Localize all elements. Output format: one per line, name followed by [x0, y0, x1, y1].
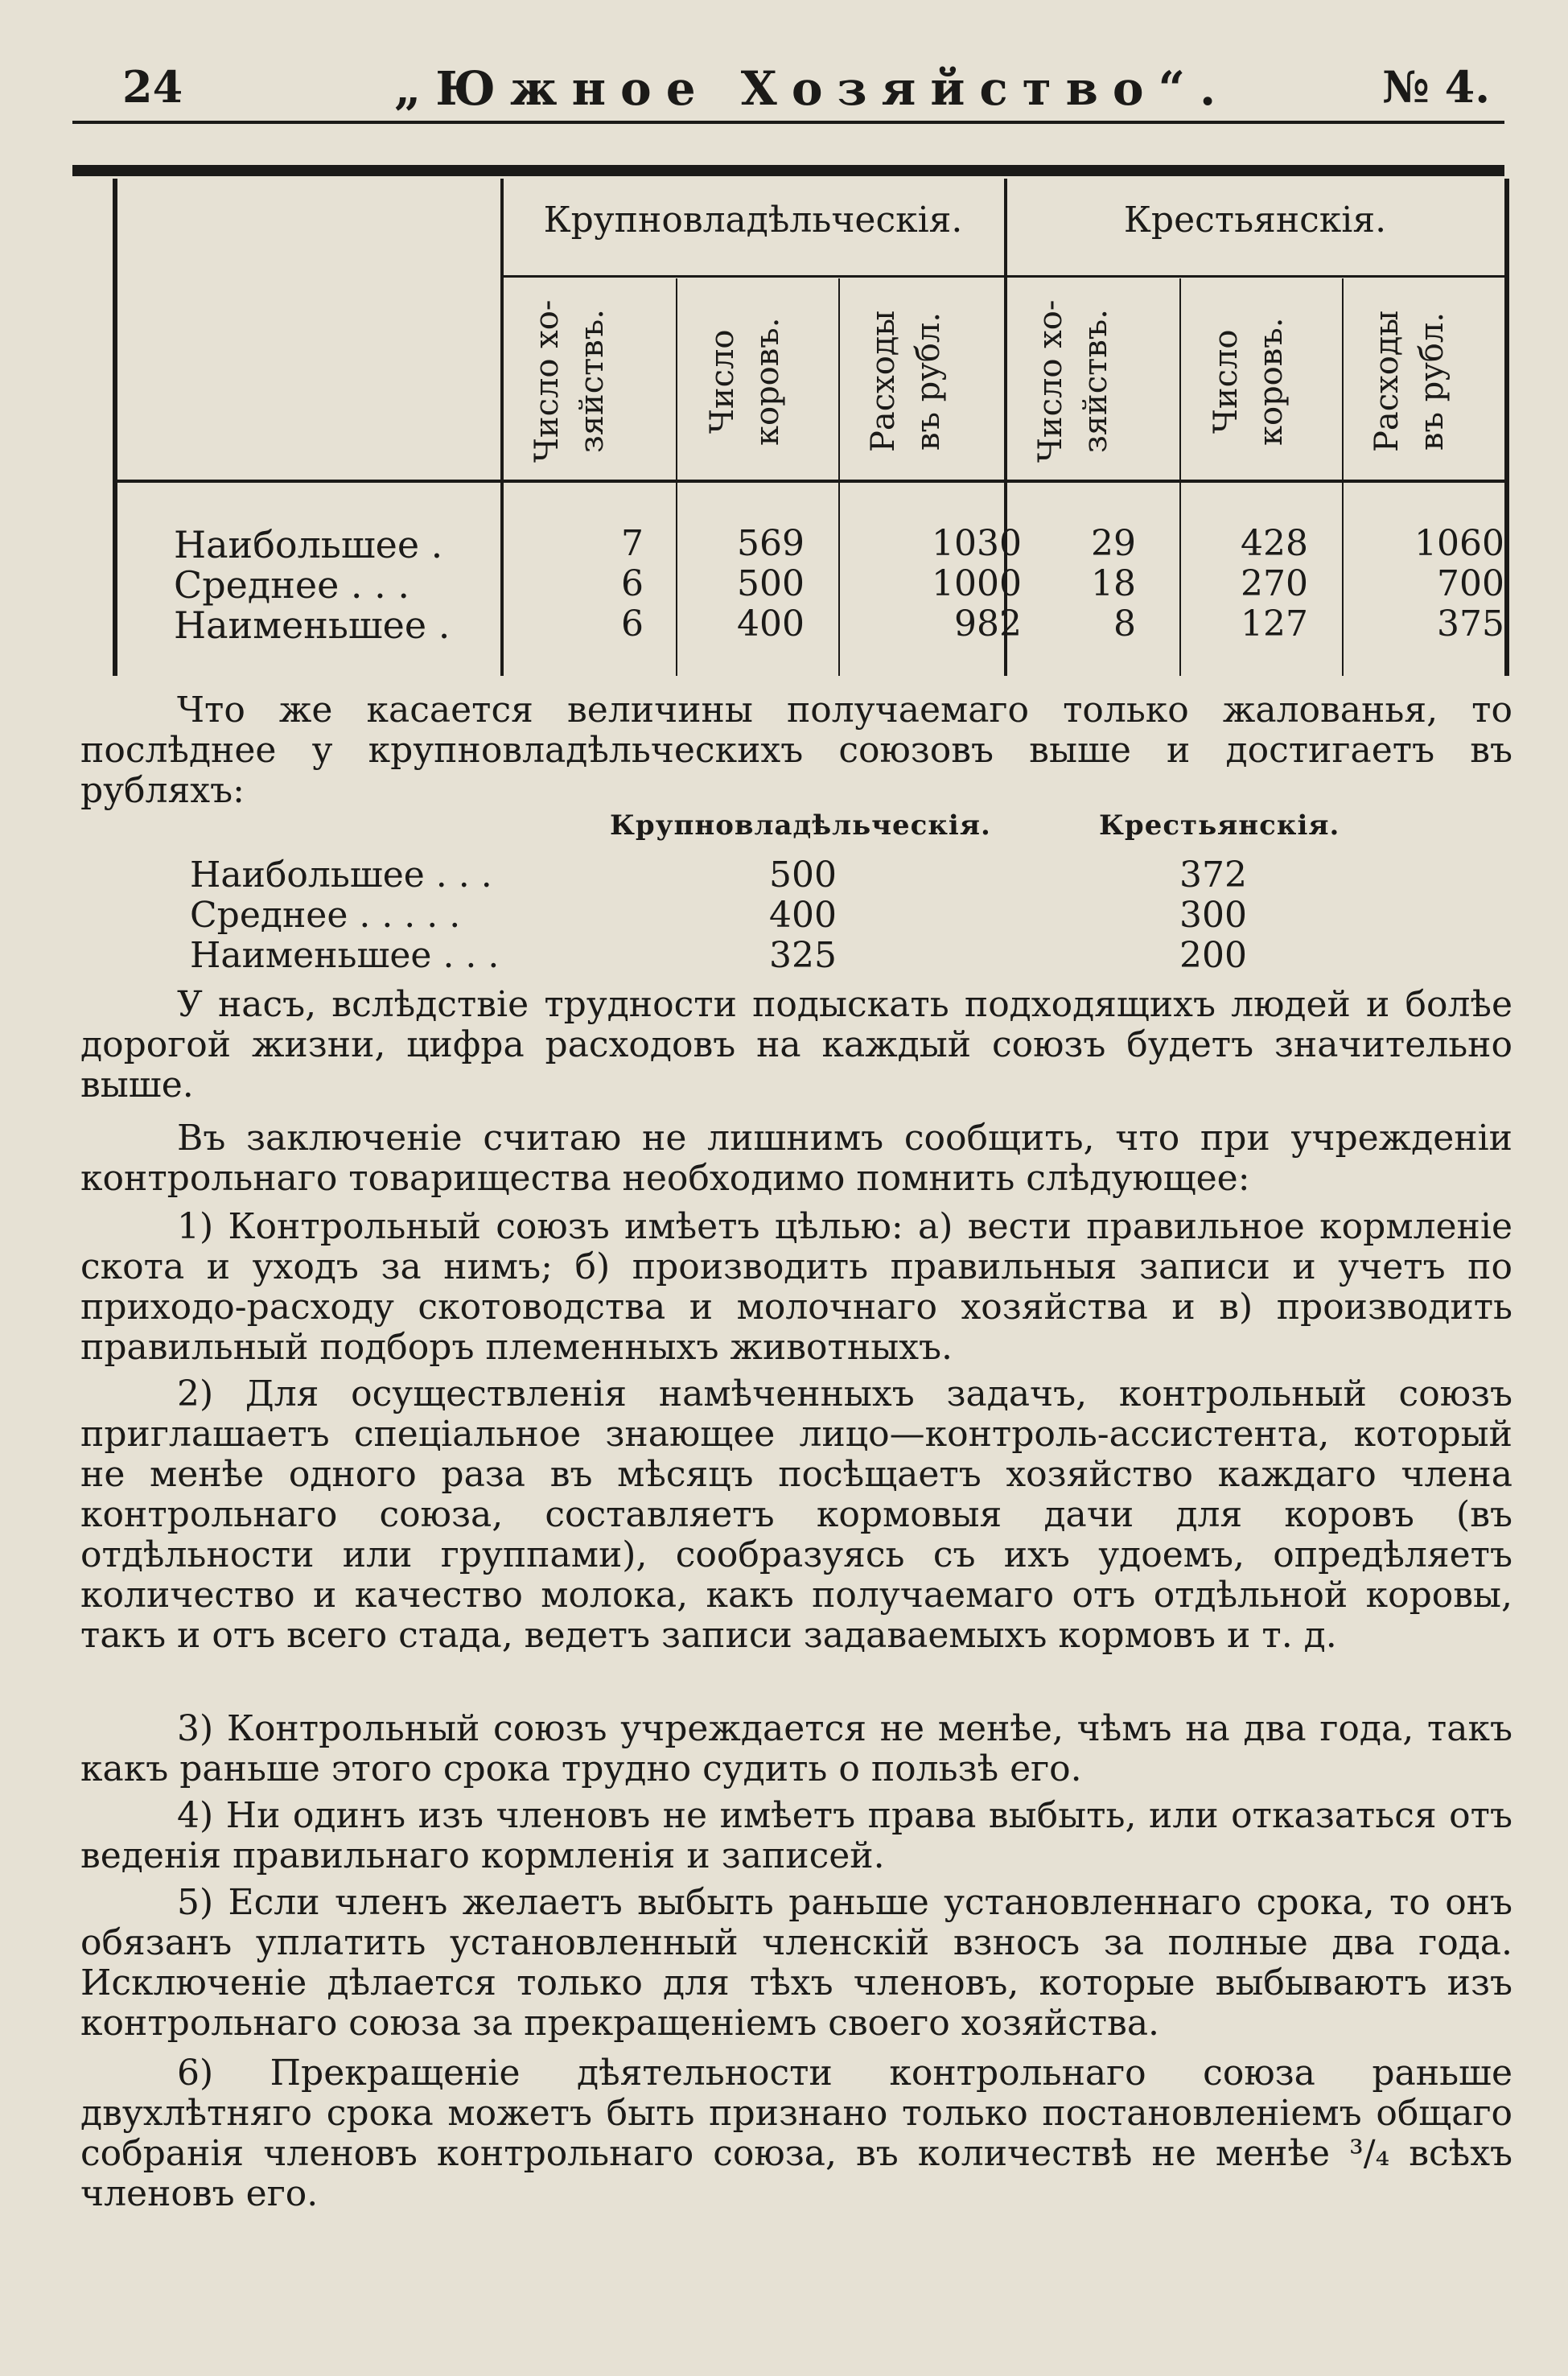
column-header: Расходы въ рубл. [865, 310, 947, 453]
paragraph-text: Въ заключеніе считаю не лишнимъ сообщить, что при учрежденіи контрольнаго товарищества необходимо помнить слѣдующее: [80, 1118, 1512, 1199]
paragraph [80, 690, 1512, 811]
page-header [72, 55, 1504, 119]
paragraph [80, 985, 1512, 1106]
column-divider [1179, 278, 1181, 676]
issue-number: № 4. [1382, 61, 1490, 113]
column-header: Крестьянскія. [1099, 809, 1340, 842]
table-cell: 6 [621, 603, 644, 644]
column-divider [1342, 278, 1344, 676]
column-divider [676, 278, 677, 676]
paragraph-text: 4) Ни одинъ изъ членовъ не имѣетъ права выбыть, или отказаться отъ веденія правильнаго кормленія и записей. [80, 1795, 1512, 1876]
paragraph-text: 1) Контрольный союзъ имѣетъ цѣлью: а) вести правильное кормленіе скота и уходъ за нимъ; б) производить правильныя записи и учетъ по приходо-расходу скотоводства и молочнаго хозяйства и в) производить правильный подборъ племенныхъ животныхъ. [80, 1206, 1512, 1368]
paragraph-text: 3) Контрольный союзъ учреждается не менѣе, чѣмъ на два года, такъ какъ раньше этого срока трудно судить о пользѣ его. [80, 1708, 1512, 1789]
table-cell: 500 [769, 854, 837, 896]
table-cell: 372 [1179, 854, 1247, 896]
paragraph [80, 1709, 1512, 1789]
header-rule [72, 121, 1504, 124]
column-header: Крупновладѣльческія. [610, 809, 991, 842]
column-header: Число хо- зяйствъ. [1032, 299, 1114, 463]
paragraph-text: 2) Для осуществленія намѣченныхъ задачъ, контрольный союзъ приглашаетъ спеціальное знающее лицо—контроль-ассистента, который не менѣе одного раза въ мѣсяцъ посѣщаетъ хозяйство каждаго члена контрольнаго союза, составляетъ кормовыя дачи для коровъ (въ отдѣльности или группами), сообразуясь съ ихъ удоемъ, опредѣляетъ количество и качество молока, какъ получаемаго отъ отдѣльной коровы, такъ и отъ всего стада, ведетъ записи задаваемыхъ кормовъ и т. д. [80, 1373, 1512, 1656]
column-divider [838, 278, 840, 676]
paragraph-text: 5) Если членъ желаетъ выбыть раньше установленнаго срока, то онъ обязанъ уплатить установленный членскій взносъ за полные два года. Исключеніе дѣлается только для тѣхъ членовъ, которые выбываютъ изъ контрольнаго союза за прекращеніемъ своего хозяйства. [80, 1882, 1512, 2044]
column-header: Число коровъ. [704, 317, 786, 446]
group-header-peasant: Крестьянскія. [1123, 200, 1387, 241]
table-cell: 270 [1241, 563, 1308, 604]
table-cell: 7 [621, 523, 644, 564]
table-cell: 29 [1091, 523, 1136, 564]
table-cell: 428 [1241, 523, 1308, 564]
table-cell: 1000 [932, 563, 1022, 604]
table-cell: 500 [737, 563, 805, 604]
table-left-border [113, 179, 117, 676]
table-cell: 325 [769, 935, 837, 976]
header-bottom-rule [113, 480, 1509, 483]
paragraph [80, 1118, 1512, 1199]
table-cell: 300 [1179, 895, 1247, 936]
row-label: Среднее . . . . . [190, 895, 461, 936]
journal-title: „Южное Хозяйство“. [394, 61, 1231, 116]
table-cell: 400 [737, 603, 805, 644]
statistics-table [113, 179, 1512, 676]
column-header: Число коровъ. [1208, 317, 1290, 446]
paragraph-text: Что же касается величины получаемаго только жалованья, то послѣднее у крупновладѣльческихъ союзовъ выше и достигаетъ въ рубляхъ: [80, 690, 1512, 811]
column-divider [500, 179, 504, 676]
table-right-border [1504, 179, 1509, 676]
table-cell: 569 [737, 523, 805, 564]
row-label: Среднее . . . [174, 563, 410, 607]
table-cell: 982 [954, 603, 1022, 644]
table-cell: 8 [1113, 603, 1136, 644]
table-cell: 127 [1241, 603, 1308, 644]
table-cell: 1060 [1414, 523, 1504, 564]
column-header: Расходы въ рубл. [1368, 310, 1451, 453]
paragraph [80, 1883, 1512, 2044]
table-cell: 200 [1179, 935, 1247, 976]
table-cell: 700 [1437, 563, 1504, 604]
row-label: Наибольшее . [174, 523, 443, 566]
row-label: Наибольшее . . . [190, 854, 492, 896]
table-cell: 375 [1437, 603, 1504, 644]
paragraph [80, 1796, 1512, 1876]
paragraph-text: У насъ, вслѣдствіе трудности подыскать подходящихъ людей и болѣе дорогой жизни, цифра расходовъ на каждый союзъ будетъ значительно выше. [80, 984, 1512, 1106]
group-header-large: Крупновладѣльческія. [543, 200, 963, 241]
table-top-rule [72, 165, 1504, 176]
group-underline [500, 275, 1506, 278]
paragraph [80, 1207, 1512, 1368]
paragraph-text: 6) Прекращеніе дѣятельности контрольнаго союза раньше двухлѣтняго срока можетъ быть признано только постановленіемъ общаго собранія членовъ контрольнаго союза, въ количествѣ не менѣе ³/₄ всѣхъ членовъ его. [80, 2053, 1512, 2214]
row-label: Наименьшее . . . [190, 935, 500, 976]
table-cell: 1030 [932, 523, 1022, 564]
table-cell: 18 [1091, 563, 1136, 604]
table-cell: 6 [621, 563, 644, 604]
row-label: Наименьшее . [174, 603, 451, 647]
column-header: Число хо- зяйствъ. [529, 299, 611, 463]
paragraph [80, 2053, 1512, 2214]
paragraph [80, 1374, 1512, 1656]
page-number: 24 [122, 61, 183, 113]
table-cell: 400 [769, 895, 837, 936]
